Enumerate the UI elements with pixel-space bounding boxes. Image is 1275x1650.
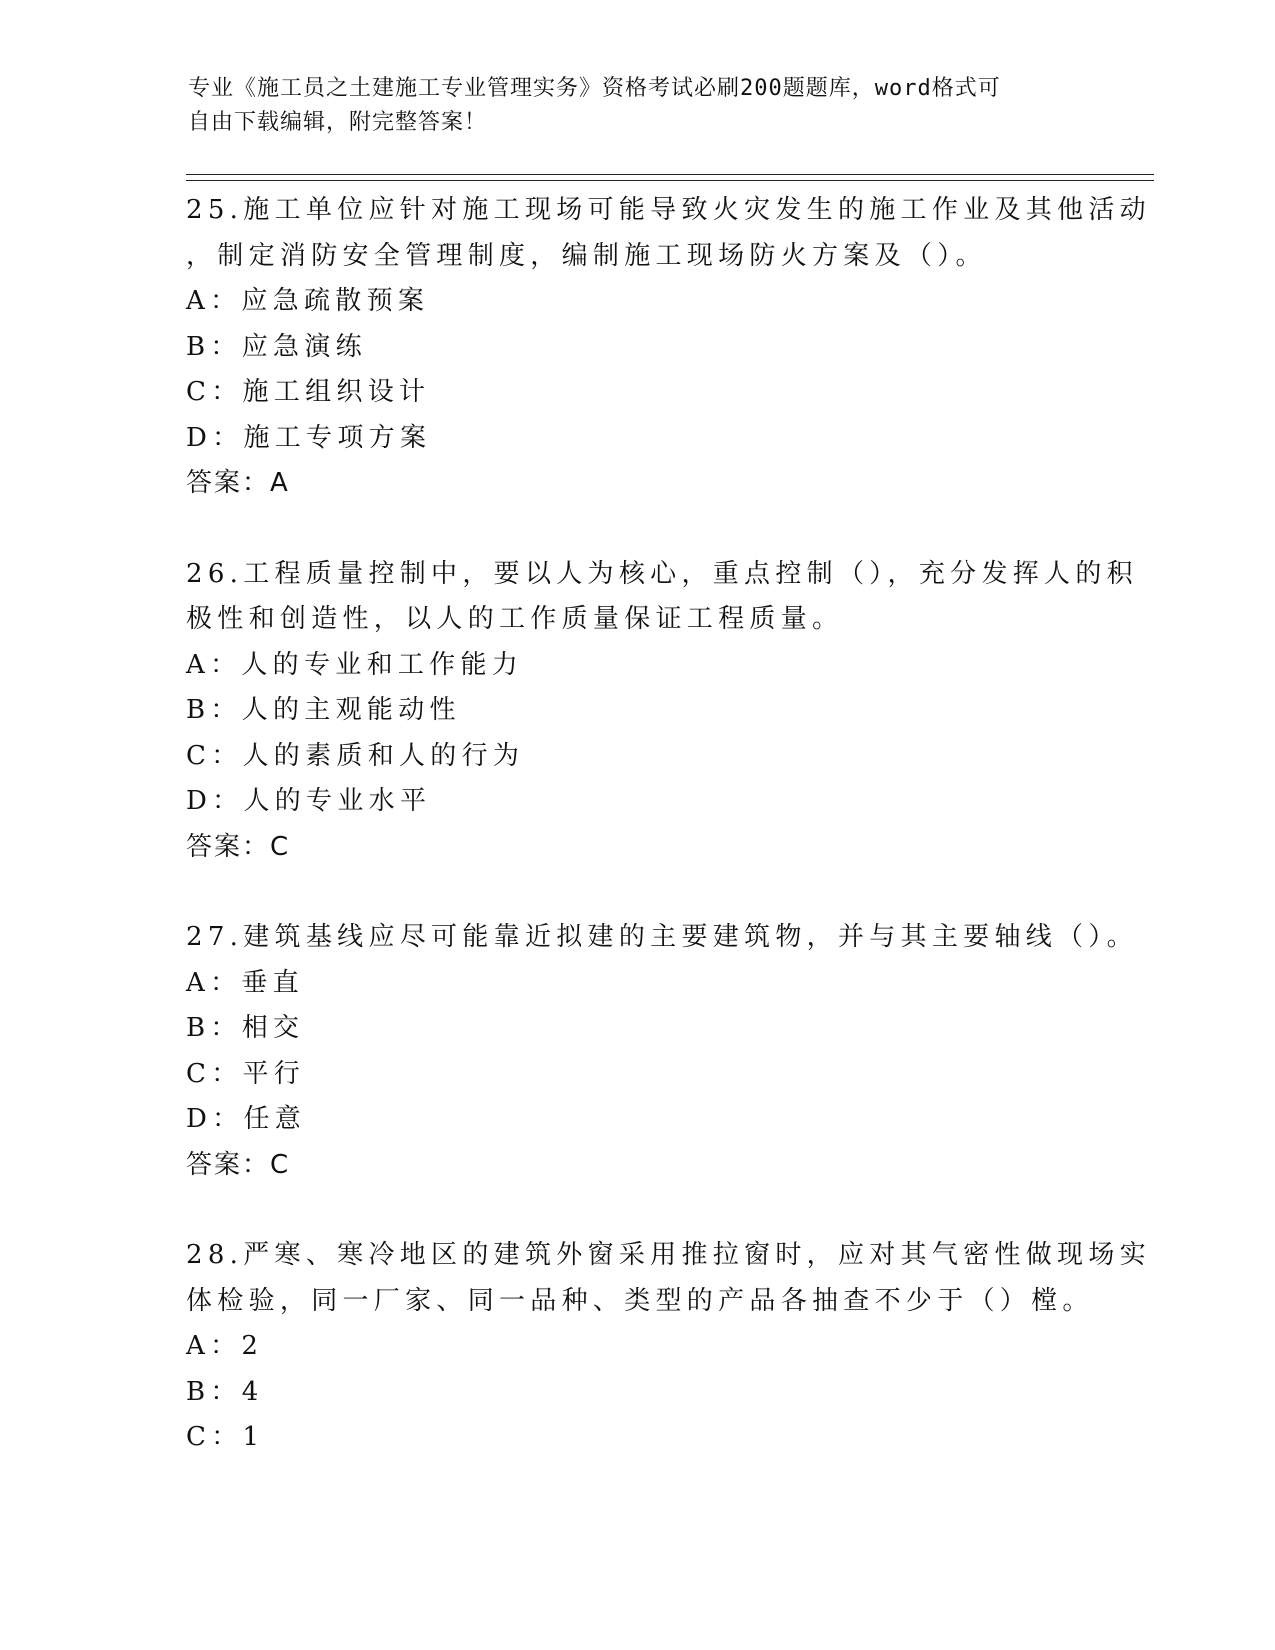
question-stem-line: ，制定消防安全管理制度，编制施工现场防火方案及（）。 [186, 240, 987, 271]
question-stem [186, 188, 1151, 279]
question-stem-line: 体检验，同一厂家、同一品种、类型的产品各抽查不少于（）樘。 [186, 1285, 1094, 1316]
question-spacer [186, 870, 1086, 915]
option-c: C：施工组织设计 [186, 377, 431, 407]
option-b: B：相交 [186, 1013, 305, 1043]
question-stem [186, 552, 1138, 643]
answer: 答案：C [186, 1149, 291, 1180]
question-stem-line: 26.工程质量控制中，要以人为核心，重点控制（），充分发挥人的积 [186, 558, 1138, 589]
header-divider-top [186, 174, 1154, 175]
option-a: A：应急疏散预案 [186, 286, 430, 316]
option-c: C：平行 [186, 1058, 306, 1089]
question-28 [186, 1233, 1151, 1461]
question-stem [186, 915, 1138, 961]
option-a: A：人的专业和工作能力 [186, 649, 524, 680]
header-line-1: 专业《施工员之土建施工专业管理实务》资格考试必刷200题题库，word格式可 [188, 76, 1001, 101]
header-line-2: 自由下载编辑，附完整答案！ [188, 110, 488, 135]
answer: 答案：A [186, 468, 290, 498]
question-stem-line: 28.严寒、寒冷地区的建筑外窗采用推拉窗时，应对其气密性做现场实 [186, 1240, 1151, 1270]
option-d: D：施工专项方案 [186, 422, 432, 453]
question-stem [186, 1233, 1151, 1324]
question-27 [186, 915, 1138, 1188]
option-a: A：垂直 [186, 967, 304, 998]
question-spacer [186, 507, 1086, 552]
option-d: D：任意 [186, 1104, 307, 1134]
answer: 答案：C [186, 831, 291, 862]
option-d: D：人的专业水平 [186, 786, 432, 816]
question-list [186, 188, 1151, 1461]
option-b: B：4 [186, 1376, 264, 1407]
option-b: B：人的主观能动性 [186, 695, 461, 725]
question-stem-line: 极性和创造性，以人的工作质量保证工程质量。 [186, 604, 844, 634]
question-stem-line: 25.施工单位应针对施工现场可能导致火灾发生的施工作业及其他活动 [186, 195, 1151, 225]
question-spacer [186, 1188, 1086, 1233]
document-header [188, 72, 1088, 140]
option-a: A：2 [186, 1331, 264, 1361]
option-c: C：人的素质和人的行为 [186, 740, 525, 771]
option-c: C：1 [186, 1422, 265, 1452]
question-26 [186, 552, 1138, 871]
question-25 [186, 188, 1151, 507]
option-b: B：应急演练 [186, 331, 367, 362]
header-divider-bottom [186, 180, 1154, 181]
question-stem-line: 27.建筑基线应尽可能靠近拟建的主要建筑物，并与其主要轴线（）。 [186, 922, 1138, 952]
